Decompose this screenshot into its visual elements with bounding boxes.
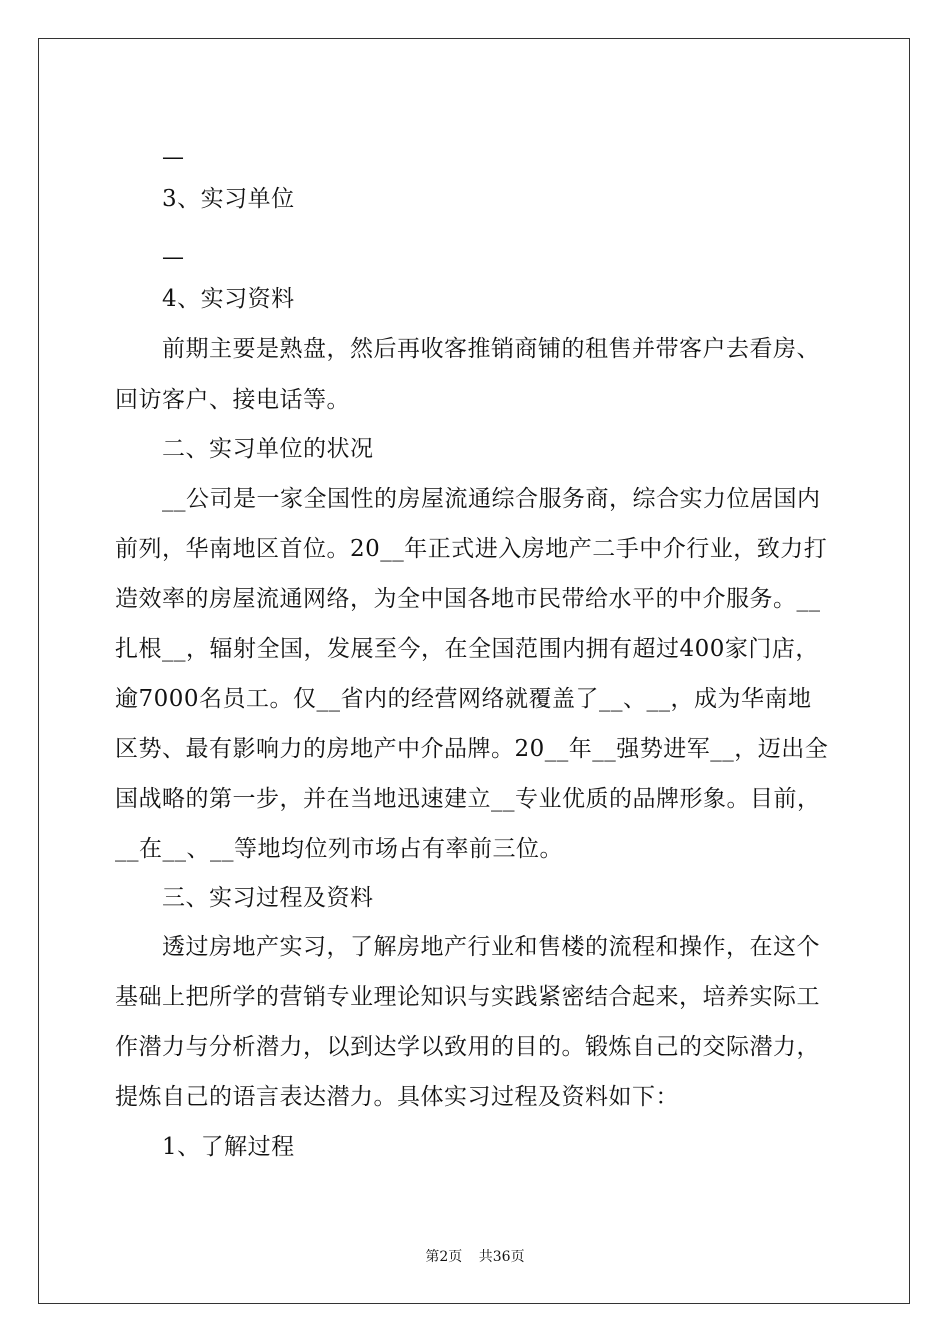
section-heading-unit-status: 二、实习单位的状况 [162,436,374,462]
paragraph-line: 前期主要是熟盘，然后再收客推销商铺的租售并带客户去看房、 [162,336,820,362]
dash-line: — [162,245,184,270]
paragraph-line: 区势、最有影响力的房地产中介品牌。20__年__强势进军__，迈出全 [115,736,829,762]
heading-internship-unit: 3、实习单位 [162,186,295,212]
section-heading-process: 三、实习过程及资料 [162,885,374,911]
page-total: 共36页 [478,1249,525,1265]
paragraph-line: 造效率的房屋流通网络，为全中国各地市民带给水平的中介服务。__ [115,586,821,612]
paragraph-line: 提炼自己的语言表达潜力。具体实习过程及资料如下： [115,1084,679,1110]
page-border [38,38,910,1304]
paragraph-line: 回访客户、接电话等。 [115,387,350,413]
paragraph-line: 作潜力与分析潜力，以到达学以致用的目的。锻炼自己的交际潜力， [115,1034,820,1060]
heading-internship-materials: 4、实习资料 [162,286,295,312]
dash-line: — [162,145,184,170]
page-footer [0,1246,950,1266]
paragraph-line: __在__、__等地均位列市场占有率前三位。 [115,836,563,862]
paragraph-line: 国战略的第一步，并在当地迅速建立__专业优质的品牌形象。目前， [115,786,821,812]
paragraph-line: 基础上把所学的营销专业理论知识与实践紧密结合起来，培养实际工 [115,984,820,1010]
page-number: 第2页 [425,1249,463,1265]
paragraph-line: 透过房地产实习，了解房地产行业和售楼的流程和操作，在这个 [162,934,820,960]
paragraph-line: 扎根__，辐射全国，发展至今，在全国范围内拥有超过400家门店， [115,636,819,662]
paragraph-line: 前列，华南地区首位。20__年正式进入房地产二手中介行业，致力打 [115,536,828,562]
heading-understanding-process: 1、了解过程 [162,1134,295,1160]
paragraph-line: 逾7000名员工。仅__省内的经营网络就覆盖了__、__，成为华南地 [115,686,812,712]
paragraph-line: __公司是一家全国性的房屋流通综合服务商，综合实力位居国内 [162,486,821,512]
